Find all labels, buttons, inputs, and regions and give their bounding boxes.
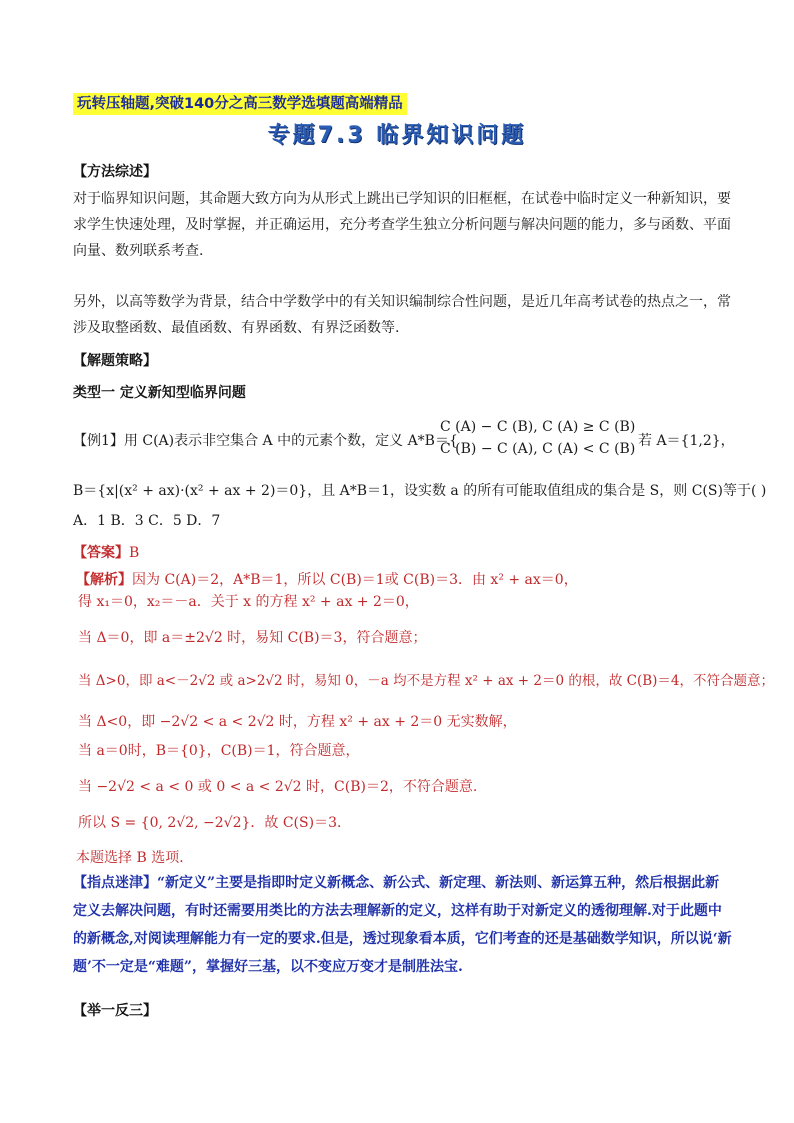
method-paragraph-2: 另外，以高等数学为背景，结合中学数学中的有关知识编制综合性问题，是近几年高考试卷的热点之一，常涉及取整函数、最值函数、有界函数、有界泛函数等. — [73, 294, 731, 336]
analysis-line-9: 本题选择 B 选项． — [76, 850, 194, 866]
analysis-line-4: 当 Δ>0，即 a<－2√2 或 a>2√2 时，易知 0，－a 均不是方程 x² + ax + 2＝0 的根，故 C(B)＝4，不符合题意； — [78, 673, 775, 689]
example-stem-start: 【例1】用 C(A)表示非空集合 A 中的元素个数，定义 A*B＝{ — [73, 433, 458, 449]
analysis-line-3: 当 Δ＝0，即 a＝±2√2 时，易知 C(B)＝3，符合题意； — [78, 630, 427, 646]
answer-label: 【答案】 — [73, 545, 129, 561]
analysis-line-6: 当 a＝0时，B＝{0}，C(B)＝1，符合题意， — [78, 743, 360, 759]
series-banner: 玩转压轴题,突破140分之高三数学选填题高端精品 — [73, 93, 407, 115]
analysis-label: 【解析】 — [76, 572, 132, 588]
example-stem-set-a: 若 A＝{1,2}， — [638, 433, 735, 449]
practice-heading: 【举一反三】 — [73, 1003, 157, 1019]
piecewise-definition — [440, 418, 635, 458]
analysis-line-7: 当 −2√2 < a < 0 或 0 < a < 2√2 时，C(B)＝2，不符合题意. — [78, 779, 478, 795]
analysis-line-2: 得 x₁＝0，x₂＝－a．关于 x 的方程 x² + ax + 2＝0， — [78, 594, 419, 610]
piecewise-case-1: C (A) − C (B), C (A) ≥ C (B) — [440, 419, 636, 435]
example-stem-set-b: B＝{x|(x² + ax)·(x² + ax + 2)＝0}，且 A*B＝1，设实数 a 的所有可能取值组成的集合是 S，则 C(S)等于( ) — [73, 483, 767, 499]
example-options: A．1 B．3 C．5 D．7 — [73, 513, 221, 529]
analysis-line-8: 所以 S = {0, 2√2, −2√2}．故 C(S)＝3． — [78, 815, 351, 831]
method-heading: 【方法综述】 — [73, 164, 157, 180]
method-paragraph-1: 对于临界知识问题，其命题大致方向为从形式上跳出已学知识的旧框框，在试卷中临时定义一种新知识，要求学生快速处理，及时掌握，并正确运用，充分考查学生独立分析问题与解决问题的能力，多与函数、平面向量、数列联系考查. — [73, 191, 731, 259]
type-heading: 类型一 定义新知型临界问题 — [73, 385, 246, 401]
analysis-line-5: 当 Δ<0，即 −2√2 < a < 2√2 时，方程 x² + ax + 2＝0 无实数解， — [78, 714, 517, 730]
answer-row — [73, 542, 139, 562]
tips-paragraph: 【指点迷津】“新定义”主要是指即时定义新概念、新公式、新定理、新法则、新运算五种，然后根据此新定义去解决问题，有时还需要用类比的方法去理解新的定义，这样有助于对新定义的透彻理解.对于此题中的新概念,对阅读理解能力有一定的要求.但是，透过现象看本质，它们考查的还是基础数学知识，所以说‘新题’不一定是“难题”，掌握好三基，以不变应万变才是制胜法宝. — [73, 875, 732, 975]
answer-value: B — [129, 545, 140, 561]
analysis-line-1: 【解析】因为 C(A)＝2，A*B＝1，所以 C(B)＝1或 C(B)＝3．由 x² + ax＝0， — [76, 572, 578, 588]
strategy-heading: 【解题策略】 — [73, 353, 157, 369]
piecewise-case-2: C (B) − C (A), C (A) < C (B) — [440, 441, 636, 457]
page-title: 专题7.3 临界知识问题 — [267, 123, 527, 148]
